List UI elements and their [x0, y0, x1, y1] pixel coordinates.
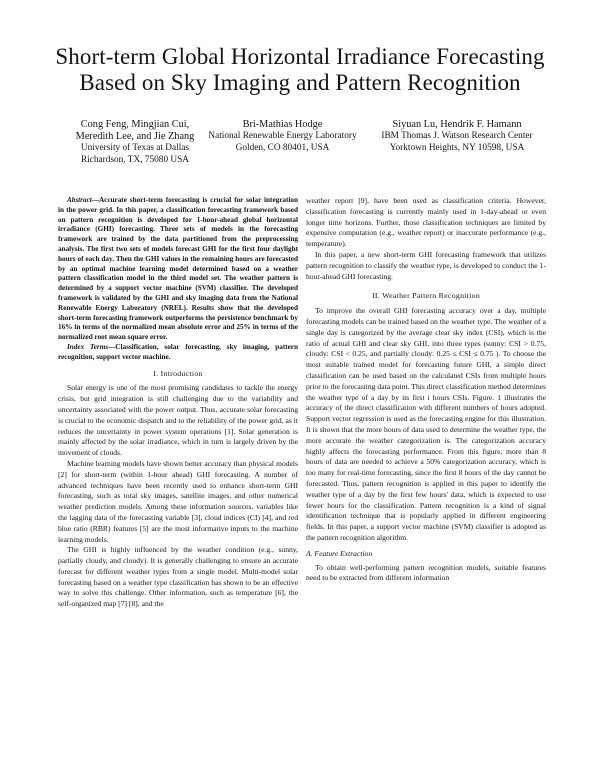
intro-paragraph: Solar energy is one of the most promising candidates to tackle the energy crisis, but grid integration is still challenging due to the variability and uncertainty associated with the power output. Thus, accurate solar forecasting is crucial to the economic dispatch and to the reliability of the power grid, as it reduces the uncertainty in power system operations [1]. Solar generation is mainly affected by the solar irradiance, which in turn is largely driven by the movement of clouds. — [58, 383, 298, 458]
author-block-ibm — [362, 119, 552, 155]
author-affiliation: IBM Thomas J. Watson Research Center — [381, 131, 533, 141]
abstract — [58, 196, 298, 343]
section-heading-weather-pattern: II. Weather Pattern Recognition — [371, 291, 481, 301]
author-names: Siyuan Lu, Hendrik F. Hamann — [392, 119, 522, 130]
subsection-heading-feature-extraction: A. Feature Extraction — [306, 548, 373, 558]
title-line-1: Short-term Global Horizontal Irradiance Forecasting — [55, 44, 545, 69]
intro-paragraph: Machine learning models have shown better accuracy than physical models [2] for short-term (within 1-hour ahead) GHI forecasting. A number of advanced techniques have been recently used to enhance short-term GHI forecasting, such as total sky images, satellite images, and other numerical weather prediction models. Among these information sources, variables like the lagging data of the forecasting variable [3], cloud indices (CI) [4], and red blue ratio (RBR) features [5] are the most informative inputs to the machine learning models. — [58, 458, 298, 544]
section-heading-introduction: I. Introduction — [153, 368, 203, 378]
body-paragraph: In this paper, a new short-term GHI forecasting framework that utilizes pattern recognition to classify the weather type, is developed to conduct the 1-hour-ahead GHI forecasting. — [306, 249, 546, 281]
index-terms — [58, 343, 298, 363]
author-address: Richardson, TX, 75080 USA — [80, 154, 190, 165]
index-terms-label: Index Terms — [67, 342, 109, 351]
author-affiliation: National Renewable Energy Laboratory — [208, 131, 357, 141]
author-affiliation: University of Texas at Dallas — [80, 143, 190, 153]
weather-pattern-paragraph: To improve the overall GHI forecasting accuracy over a day, multiple forecasting models can be trained based on the weather type. The weather of a single day is categorized by the average clear sky index (CSI), which is the ratio of actual GHI and clear sky GHI, into three types (sunny: CSI > 0.75, cloudy: CSI < 0.25, and partially cloudy: 0.25 ≤ CSI ≤ 0.75 ). To choose the most suitable trained model for forecasting future GHI, a simple direct classification can be used based on the calculated CSIs from multiple hours prior to the forecasting data point. This direct classification method determines the weather type of a day by its first i hours CSIs. Figure. 1 illustrates the accuracy of the direct classification with different numbers of hours adopted. Support vector regression is used as the forecasting engine for this illustration. It is shown that the more hours of data used to determine the weather type, the more accurate the weather categorization is. The categorization accuracy highly affects the forecasting performance. From this figure, more than 8 hours of data are needed to achieve a 50% categorization accuracy, which is too many for real-time forecasting, since the first 8 hours of the day cannot be forecasted. Thus, pattern recognition is applied in this paper to identify the weather type of a day by the first few hours' data, which is expected to use fewer hours for the classification. Pattern recognition is a kind of signal identification technique that is popularly applied in different engineering fields. In this paper, a support vector machine (SVM) classifier is adopted as the pattern recognition algorithm. — [306, 306, 546, 542]
index-terms-text: —Classification, solar forecasting, sky imaging, pattern recognition, support vector machine. — [58, 342, 298, 361]
author-address: Yorktown Heights, NY 10598, USA — [389, 142, 525, 153]
author-names: Meredith Lee, and Jie Zhang — [75, 131, 195, 142]
author-names: Bri-Mathias Hodge — [242, 119, 323, 130]
abstract-text: —Accurate short-term forecasting is crucial for solar integration in the power grid. In this paper, a classification forecasting framework based on pattern recognition is developed for 1-hour-ahead global horizontal irradiance (GHI) forecasting. Three sets of models in the forecasting framework are trained by the data partitioned from the preprocessing analysis. The first two sets of models forecast GHI for the first four daylight hours of each day. Then the GHI values in the remaining hours are forecasted by an optimal machine learning model determined based on a weather pattern classification model in the third model set. The weather pattern is determined by a support vector machine (SVM) classifier. The developed framework is validated by the GHI and sky imaging data from the National Renewable Energy Laboratory (NREL). Results show that the developed short-term forecasting framework outperforms the persistence benchmark by 16% in terms of the normalized mean absolute error and 25% in terms of the normalized root mean square error. — [58, 196, 298, 342]
intro-paragraph: The GHI is highly influenced by the weather condition (e.g., sunny, partially cloudy, and cloudy). It is generally challenging to ensure an accurate forecast for different weather types from a single model. Multi-model solar forecasting based on a weather type classification has shown to be an effective way to solve this challenge. Other information, such as temperature [6], the self-organized map [7] [8], and the — [58, 545, 298, 609]
right-column — [306, 196, 546, 584]
left-column — [58, 196, 298, 610]
body-paragraph: weather report [9], have been used as classification criteria. However, classification forecasting is currently mainly used in 1-day-ahead or even longer time horizons. Further, those classification techniques are limited by expensive computation (e.g., weather report) or inaccurate performance (e.g., temperature). — [306, 196, 546, 249]
author-block-utd — [60, 119, 210, 167]
author-names: Cong Feng, Mingjian Cui, — [80, 119, 190, 130]
title-line-2: Based on Sky Imaging and Pattern Recognition — [79, 70, 521, 95]
abstract-label: Abstract — [67, 196, 92, 204]
author-block-nrel — [200, 119, 365, 155]
feature-extraction-paragraph: To obtain well-performing pattern recognition models, suitable features need to be extracted from different information — [306, 562, 546, 583]
author-address: Golden, CO 80401, USA — [235, 142, 330, 153]
paper-title — [20, 44, 580, 96]
